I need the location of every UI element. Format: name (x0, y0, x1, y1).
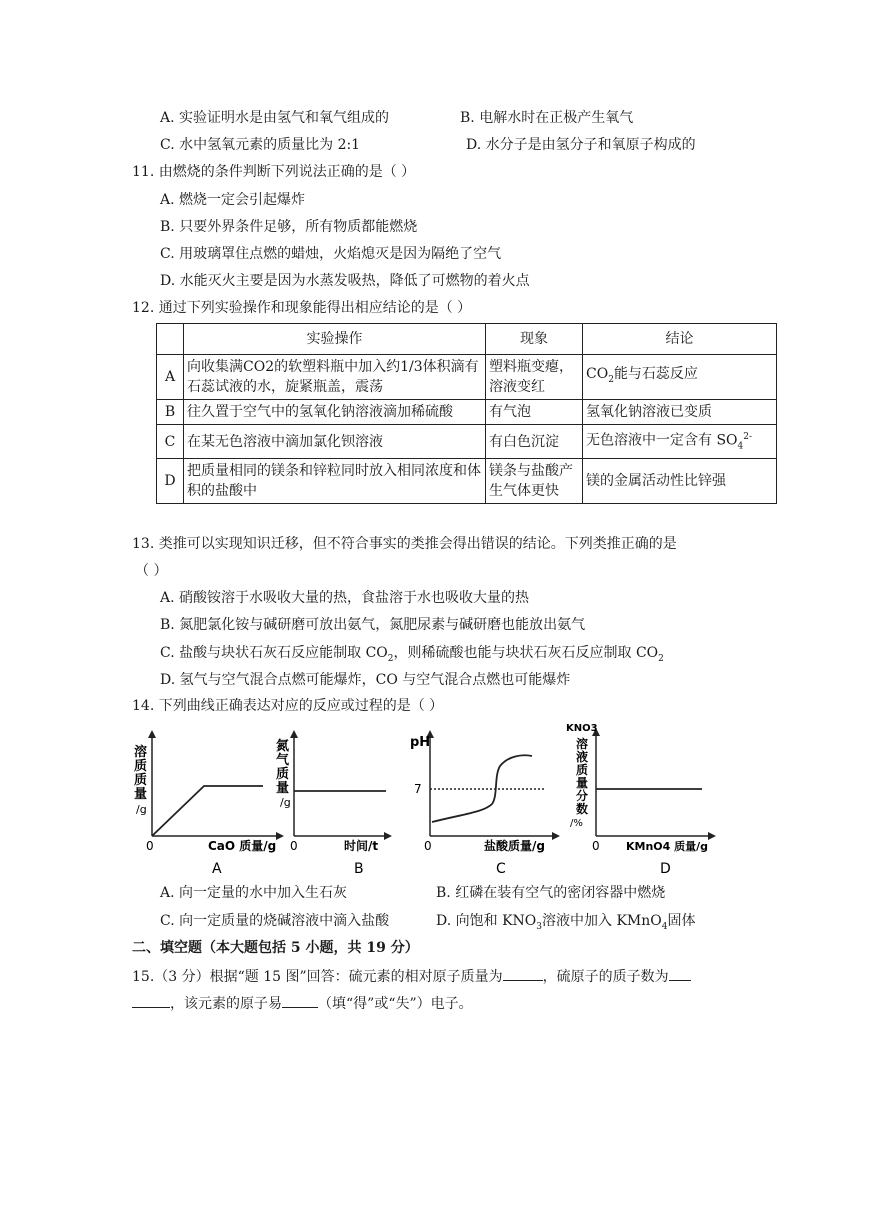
table-header-letter (157, 324, 184, 355)
graph-d (562, 720, 722, 878)
graph-c-ylabel: pH (410, 735, 431, 750)
q14-stem: 14. 下列曲线正确表达对应的反应或过程的是（ ） (132, 698, 444, 714)
table-header-operation: 实验操作 (184, 324, 486, 355)
table-row (157, 355, 777, 400)
graph-b (268, 728, 398, 878)
q14-option-d: D. 向饱和 $KNO_3$溶液中加入 KMnO$_4$固体 (436, 913, 696, 932)
q12-experiment-table (156, 323, 777, 504)
table-row (157, 425, 777, 459)
row-phenomenon: 有气泡 (486, 400, 583, 425)
q11-option-d: D. 水能灭火主要是因为水蒸发吸热，降低了可燃物的着火点 (160, 273, 530, 289)
graph-c-origin: 0 (424, 839, 432, 853)
graph-b-xlabel: 时间/t (344, 839, 379, 853)
graph-a-origin: 0 (146, 839, 154, 853)
answer-blank-2a[interactable] (669, 966, 691, 981)
row-operation: 向收集满CO2的软塑料瓶中加入约1/3体积滴有石蕊试液的水，旋紧瓶盖，震荡 (184, 355, 486, 400)
q13-option-c: C. 盐酸与块状石灰石反应能制取 $CO_2$，则稀硫酸也能与块状石灰石反应制取 $CO_2$ (160, 645, 664, 664)
q10-option-c: C. 水中氢氧元素的质量比为 2:1 (160, 137, 361, 153)
graph-a-xlabel: CaO 质量/g (208, 839, 277, 853)
q11-option-a: A. 燃烧一定会引起爆炸 (160, 192, 306, 208)
row-conclusion: 无色溶液中一定含有 $SO_4^{2-}$ (583, 425, 777, 459)
q13-stem: 13. 类推可以实现知识迁移，但不符合事实的类推会得出错误的结论。下列类推正确的是 (132, 536, 677, 552)
graph-b-caption: B (354, 861, 364, 877)
q14-option-b: B. 红磷在装有空气的密闭容器中燃烧 (436, 885, 666, 901)
graph-d-ylabel-6: 数 (576, 802, 589, 816)
row-phenomenon: 塑料瓶变瘪，溶液变红 (486, 355, 583, 400)
graph-d-ylabel-4: 量 (576, 776, 589, 790)
graph-d-caption: D (660, 861, 671, 877)
q14-option-c: C. 向一定质量的烧碱溶液中滴入盐酸 (160, 913, 390, 929)
graph-a (128, 728, 288, 878)
q11-option-c: C. 用玻璃罩住点燃的蜡烛，火焰熄灭是因为隔绝了空气 (160, 246, 502, 262)
row-operation: 把质量相同的镁条和锌粒同时放入相同浓度和体积的盐酸中 (184, 459, 486, 504)
graph-b-origin: 0 (290, 839, 298, 853)
graph-c (404, 728, 564, 878)
answer-blank-1[interactable] (503, 966, 543, 981)
graph-d-ylabel-5: 分 (576, 789, 589, 803)
q14-option-a: A. 向一定量的水中加入生石灰 (160, 885, 348, 901)
row-letter: C (157, 425, 184, 459)
table-header-row (157, 324, 777, 355)
row-conclusion: 氢氧化钠溶液已变质 (583, 400, 777, 425)
graph-b-ylabel-3: 质 (276, 767, 290, 782)
graph-d-xlabel: KMnO4 质量/g (626, 840, 709, 853)
graph-d-ylabel-3: 质 (576, 763, 589, 777)
graph-d-ytop: KNO3 (566, 723, 598, 734)
graph-a-ylabel-2: 质 (134, 759, 148, 774)
q10-option-b: B. 电解水时在正极产生氧气 (460, 110, 634, 126)
graph-c-xlabel: 盐酸质量/g (484, 839, 545, 853)
graph-b-ylabel-1: 氮 (276, 739, 290, 754)
graph-a-yunit: /g (136, 803, 147, 816)
graph-b-ylabel-4: 量 (276, 781, 290, 796)
graph-c-caption: C (496, 861, 506, 877)
q15-line-2: ，该元素的原子易 （填“得”或“失”）电子。 (132, 993, 473, 1014)
row-conclusion: 镁的金属活动性比锌强 (583, 459, 777, 504)
graph-b-yunit: /g (280, 796, 291, 809)
row-letter: A (157, 355, 184, 400)
graph-b-ylabel-2: 气 (276, 753, 290, 768)
q10-option-d: D. 水分子是由氢分子和氧原子构成的 (466, 137, 696, 153)
row-letter: B (157, 400, 184, 425)
q13-option-a: A. 硝酸铵溶于水吸收大量的热，食盐溶于水也吸收大量的热 (160, 590, 530, 606)
graph-d-ylabel-1: 溶 (576, 737, 589, 751)
q13-option-b: B. 氮肥氯化铵与碱研磨可放出氨气，氮肥尿素与碱研磨也能放出氨气 (160, 617, 586, 633)
graph-d-ylabel-2: 液 (576, 750, 589, 764)
row-phenomenon: 镁条与盐酸产生气体更快 (486, 459, 583, 504)
q15-line-1: 15.（3 分）根据“题 15 图”回答：硫元素的相对原子质量为 ，硫原子的质子数为 (132, 966, 691, 987)
graph-a-caption: A (212, 861, 222, 877)
row-operation: 在某无色溶液中滴加氯化钡溶液 (184, 425, 486, 459)
table-header-conclusion: 结论 (583, 324, 777, 355)
q11-option-b: B. 只要外界条件足够，所有物质都能燃烧 (160, 219, 418, 235)
graph-a-ylabel-1: 溶 (134, 745, 148, 760)
table-header-phenomenon: 现象 (486, 324, 583, 355)
answer-blank-2b[interactable] (132, 993, 170, 1008)
table-row (157, 400, 777, 425)
q13-option-d: D. 氢气与空气混合点燃可能爆炸，CO 与空气混合点燃也可能爆炸 (160, 672, 571, 688)
q13-answer-paren: （ ） (135, 563, 168, 579)
q11-stem: 11. 由燃烧的条件判断下列说法正确的是（ ） (132, 164, 416, 180)
graph-d-yunit: /% (570, 818, 583, 829)
row-operation: 往久置于空气中的氢氧化钠溶液滴加稀硫酸 (184, 400, 486, 425)
row-phenomenon: 有白色沉淀 (486, 425, 583, 459)
q10-option-a: A. 实验证明水是由氢气和氧气组成的 (160, 110, 390, 126)
section-title: 二、填空题（本大题包括 5 小题，共 19 分） (132, 940, 419, 956)
row-letter: D (157, 459, 184, 504)
q12-stem: 12. 通过下列实验操作和现象能得出相应结论的是（ ） (132, 300, 472, 316)
graph-a-ylabel-4: 量 (134, 787, 148, 802)
graph-a-ylabel-3: 质 (134, 773, 148, 788)
row-conclusion: $CO_2$能与石蕊反应 (583, 355, 777, 400)
answer-blank-3[interactable] (282, 993, 318, 1008)
table-row (157, 459, 777, 504)
graph-c-tick-7: 7 (414, 782, 422, 796)
graph-d-origin: 0 (592, 839, 600, 853)
